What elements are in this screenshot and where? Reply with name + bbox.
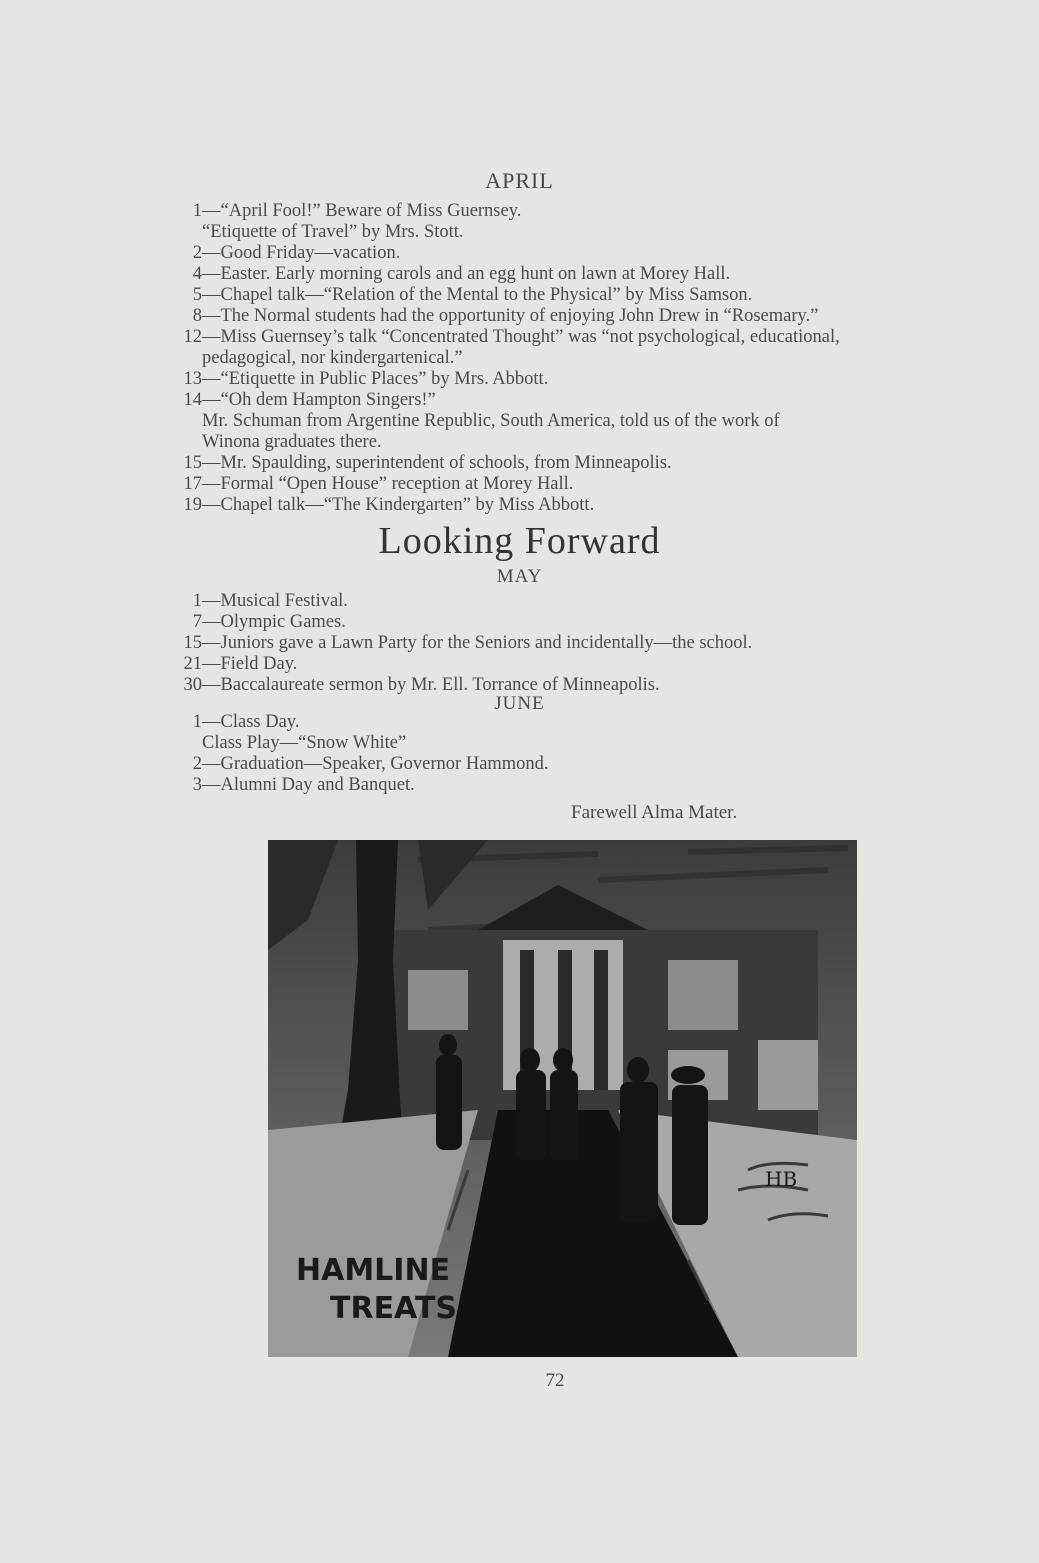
- entry-text: —Graduation—Speaker, Governor Hammond.: [202, 754, 549, 774]
- list-item: [160, 201, 980, 222]
- entry-date: 17: [183, 474, 202, 494]
- entry-date: 8: [192, 306, 202, 326]
- entry-date: 21: [183, 654, 202, 674]
- page-number: 72: [545, 1370, 565, 1391]
- entry-date: 15: [183, 453, 202, 473]
- entry-date: 4: [192, 264, 202, 284]
- artist-monogram: HB: [765, 1167, 798, 1191]
- april-heading: APRIL: [485, 168, 554, 193]
- list-item: [160, 474, 980, 495]
- entry-text: “Etiquette of Travel” by Mrs. Stott.: [202, 222, 464, 242]
- entry-date: 2: [192, 243, 202, 263]
- list-item: [160, 285, 980, 306]
- entry-date: 1: [192, 201, 202, 221]
- entry-date: 3: [192, 775, 202, 795]
- entry-date: 19: [183, 495, 202, 515]
- list-item: [160, 348, 980, 369]
- looking-forward-title: Looking Forward: [378, 520, 661, 562]
- list-item: [160, 327, 980, 348]
- entry-text: —Juniors gave a Lawn Party for the Seniors and incidentally—the school.: [202, 633, 753, 653]
- june-entry-list: [160, 712, 980, 796]
- entry-text: —“Oh dem Hampton Singers!”: [202, 390, 436, 410]
- list-item: [160, 369, 980, 390]
- entry-text: —Musical Festival.: [202, 591, 348, 611]
- june-heading: JUNE: [494, 693, 545, 714]
- list-item: [160, 411, 980, 432]
- list-item: [160, 495, 980, 516]
- list-item: [160, 390, 980, 411]
- entry-text: Mr. Schuman from Argentine Republic, South America, told us of the work of: [202, 411, 780, 431]
- entry-date: 15: [183, 633, 202, 653]
- entry-date: 1: [192, 712, 202, 732]
- list-item: [160, 612, 980, 633]
- entry-text: —Miss Guernsey’s talk “Concentrated Thought” was “not psychological, educational,: [202, 327, 840, 347]
- april-entry-list: [160, 201, 980, 516]
- list-item: [160, 306, 980, 327]
- entry-text: —Easter. Early morning carols and an egg hunt on lawn at Morey Hall.: [202, 264, 731, 284]
- entry-text: —Formal “Open House” reception at Morey Hall.: [202, 474, 574, 494]
- list-item: [160, 654, 980, 675]
- entry-date: 14: [183, 390, 202, 410]
- entry-text: pedagogical, nor kindergartenical.”: [202, 348, 463, 368]
- entry-text: —Chapel talk—“The Kindergarten” by Miss Abbott.: [202, 495, 595, 515]
- list-item: [160, 775, 980, 796]
- entry-text: —Field Day.: [202, 654, 298, 674]
- entry-text: Winona graduates there.: [202, 432, 382, 452]
- entry-date: 13: [183, 369, 202, 389]
- illustration-caption-line1: HAMLINE: [296, 1253, 451, 1288]
- entry-date: 1: [192, 591, 202, 611]
- entry-text: —Class Day.: [202, 712, 300, 732]
- illustration-caption-line2: TREATS: [330, 1291, 458, 1326]
- campus-night-illustration: [268, 840, 857, 1357]
- entry-text: —“Etiquette in Public Places” by Mrs. Abbott.: [202, 369, 549, 389]
- list-item: [160, 712, 980, 733]
- entry-text: —“April Fool!” Beware of Miss Guernsey.: [202, 201, 522, 221]
- entry-text: Class Play—“Snow White”: [202, 733, 407, 753]
- entry-text: —The Normal students had the opportunity of enjoying John Drew in “Rosemary.”: [202, 306, 819, 326]
- entry-text: —Good Friday—vacation.: [202, 243, 401, 263]
- list-item: [160, 591, 980, 612]
- list-item: [160, 243, 980, 264]
- entry-date: 30: [183, 675, 202, 695]
- entry-text: —Mr. Spaulding, superintendent of schools, from Minneapolis.: [202, 453, 672, 473]
- list-item: [160, 222, 980, 243]
- list-item: [160, 264, 980, 285]
- entry-date: 5: [192, 285, 202, 305]
- list-item: [160, 432, 980, 453]
- entry-text: —Chapel talk—“Relation of the Mental to the Physical” by Miss Samson.: [202, 285, 753, 305]
- entry-text: —Olympic Games.: [202, 612, 346, 632]
- may-entry-list: [160, 591, 980, 696]
- entry-text: —Alumni Day and Banquet.: [202, 775, 415, 795]
- entry-date: 2: [192, 754, 202, 774]
- list-item: [160, 453, 980, 474]
- list-item: [160, 754, 980, 775]
- may-heading: MAY: [496, 566, 543, 587]
- entry-text: —Baccalaureate sermon by Mr. Ell. Torrance of Minneapolis.: [202, 675, 660, 695]
- farewell-line: Farewell Alma Mater.: [571, 802, 738, 823]
- entry-date: 12: [183, 327, 202, 347]
- list-item: [160, 733, 980, 754]
- list-item: [160, 633, 980, 654]
- entry-date: 7: [192, 612, 202, 632]
